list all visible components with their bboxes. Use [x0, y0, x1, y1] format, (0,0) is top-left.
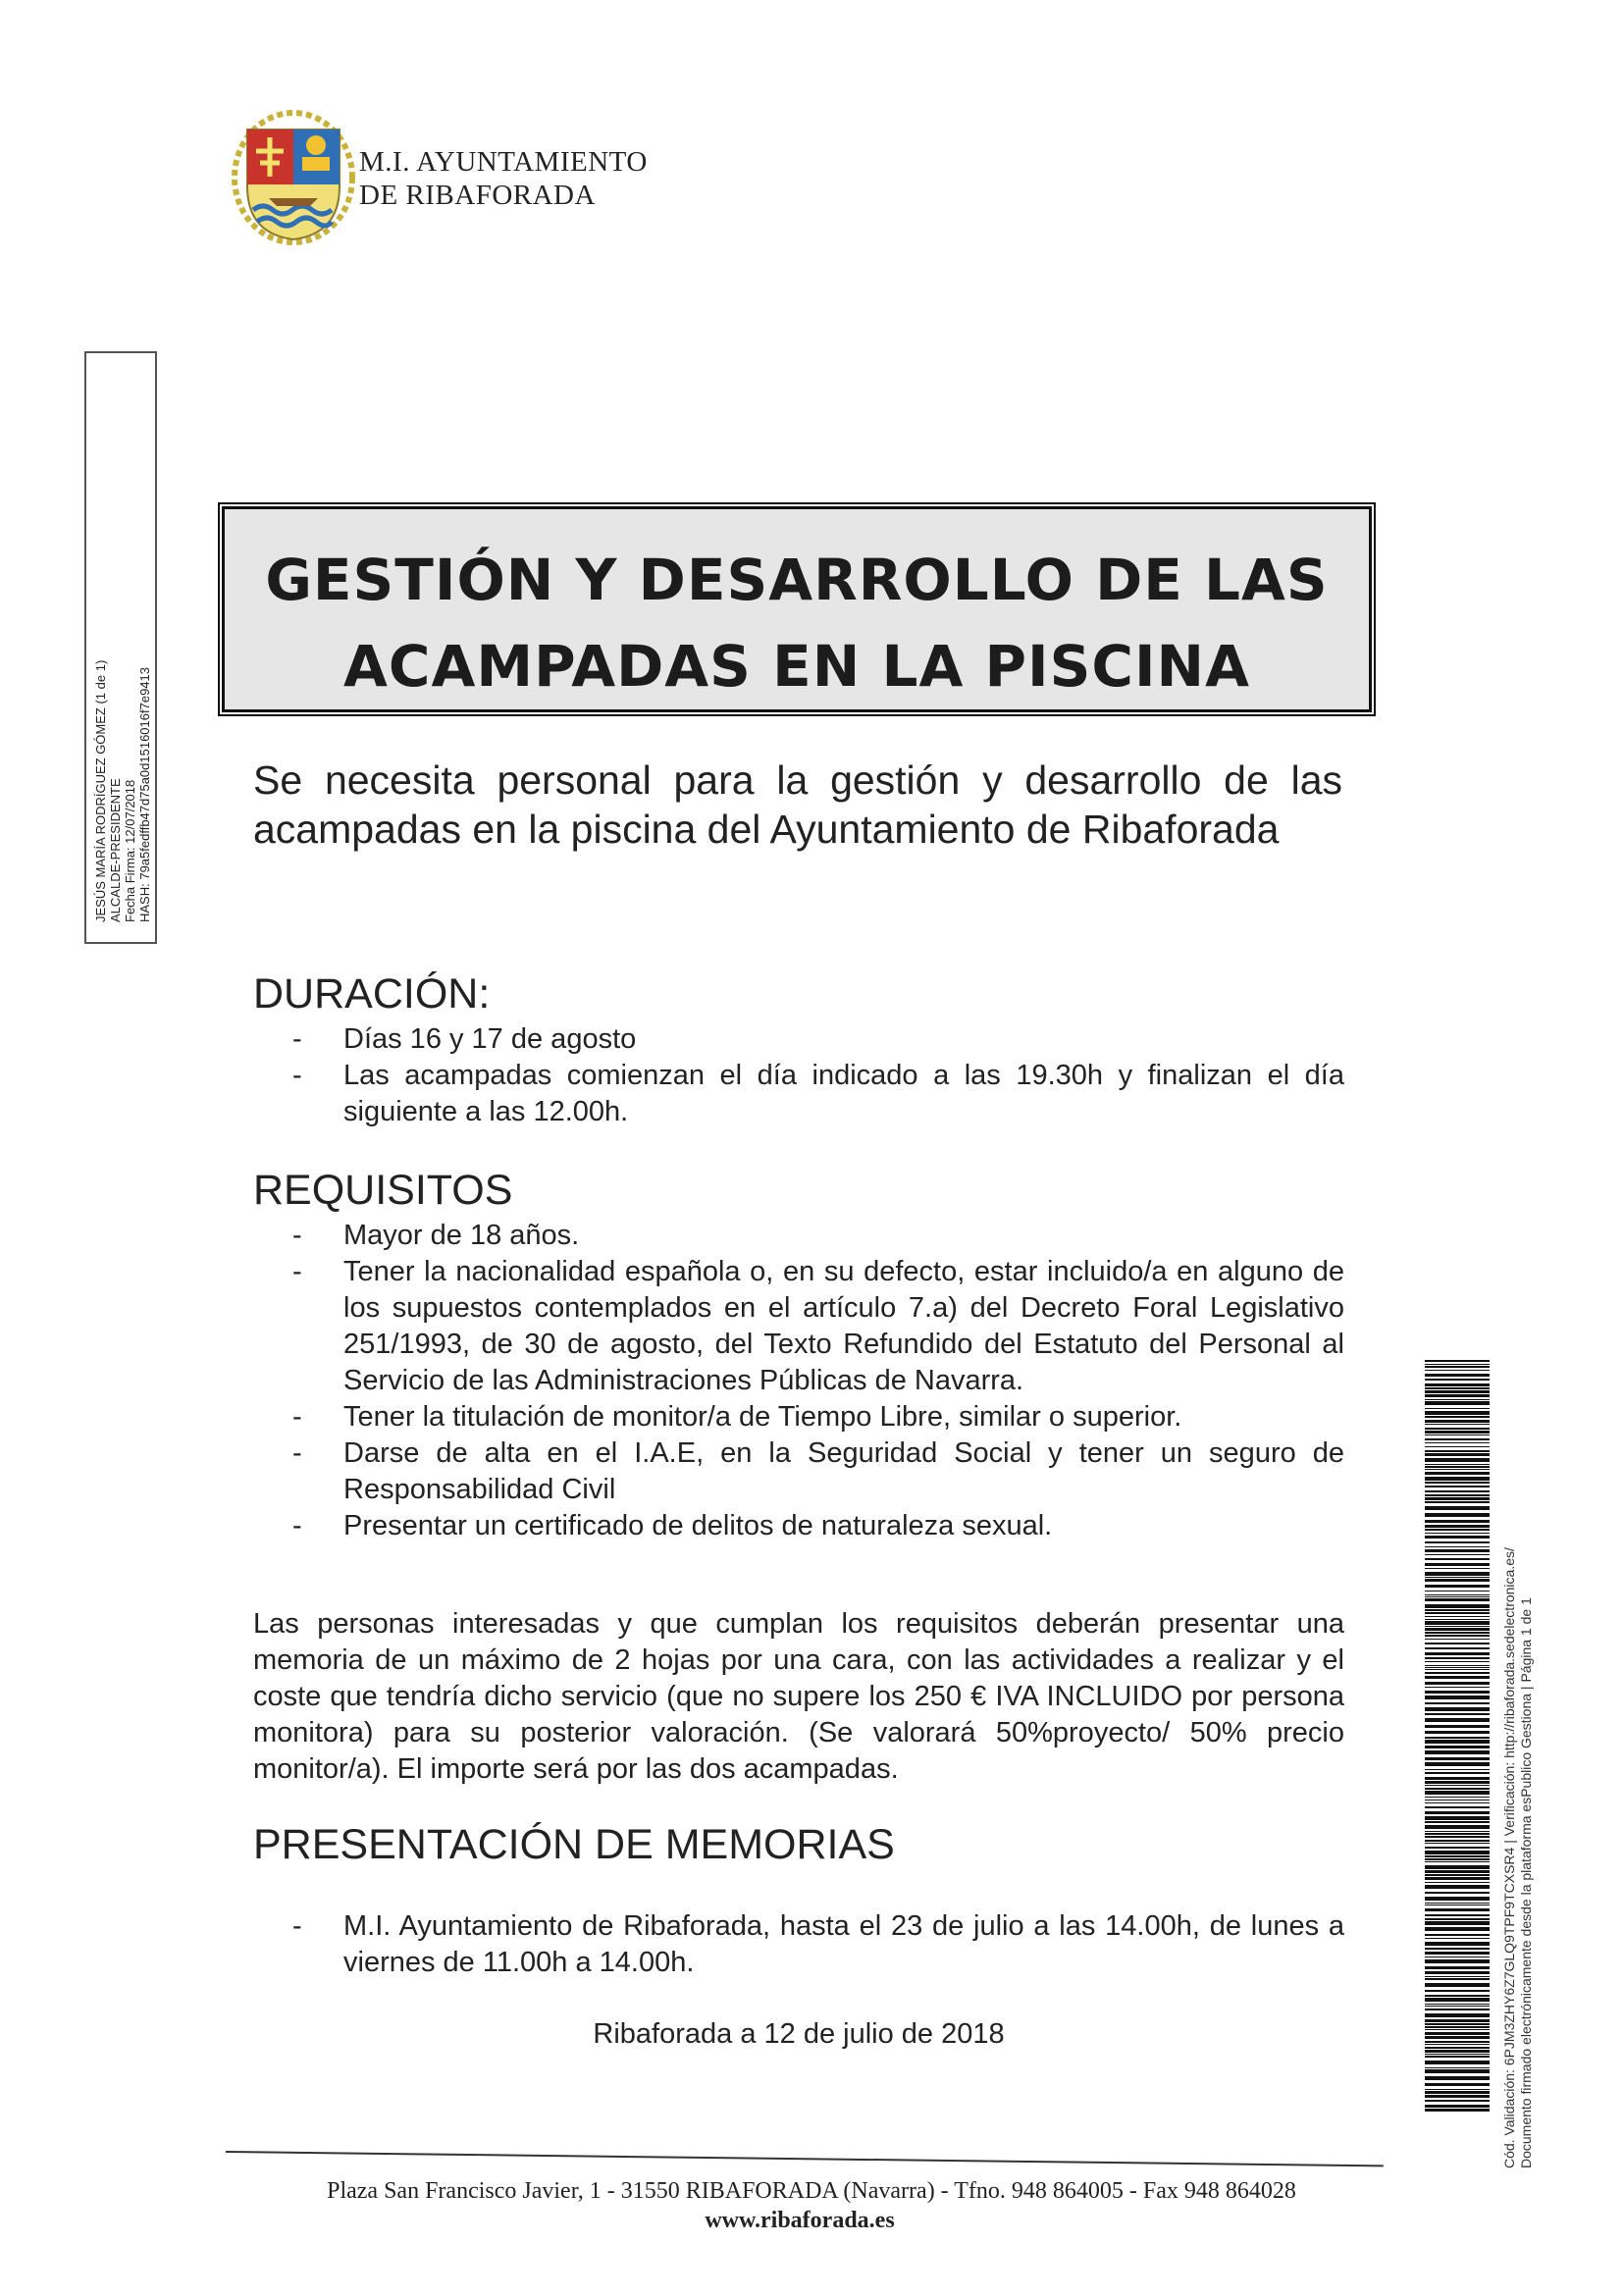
barcode-bar — [1425, 1594, 1490, 1595]
list-item: - M.I. Ayuntamiento de Ribaforada, hasta el 23 de julio a las 14.00h, de lunes a viernes de 11.00h a 14.00h. — [253, 1908, 1344, 1981]
barcode-bar — [1425, 1609, 1490, 1611]
barcode-bar — [1425, 1840, 1490, 1842]
duracion-list — [253, 1021, 1344, 1130]
barcode-bar — [1425, 1669, 1490, 1670]
barcode-bar — [1425, 1428, 1490, 1430]
barcode-bar — [1425, 1725, 1490, 1728]
barcode-bar — [1425, 1781, 1490, 1784]
barcode-bar — [1425, 2067, 1490, 2068]
barcode-bar — [1425, 1536, 1490, 1539]
barcode-bar — [1425, 1616, 1490, 1617]
barcode-bar — [1425, 1420, 1490, 1423]
org-name-line-2: DE RIBAFORADA — [359, 180, 596, 211]
barcode-bar — [1425, 1513, 1490, 1517]
barcode-bar — [1425, 1897, 1490, 1901]
barcode-bar — [1425, 1948, 1490, 1950]
barcode-bar — [1425, 1885, 1490, 1889]
barcode-bar — [1425, 1998, 1490, 2002]
conditions-paragraph: Las personas interesadas y que cumplan los requisitos deberán presentar una memoria de un máximo de 2 hojas por una cara, con las actividades a realizar y el coste que tendría dicho servicio (que no supere los 250 € IVA INCLUIDO por persona monitora) para su posterior valoración. (Se valorará 50%proyecto/ 50% precio monitor/a). El importe será por las dos acampadas. — [253, 1608, 1344, 1785]
barcode-bar — [1425, 1865, 1490, 1869]
barcode-bar — [1425, 1696, 1490, 1699]
barcode-bar — [1425, 1851, 1490, 1854]
barcode-bar — [1425, 2100, 1490, 2102]
barcode-bar — [1425, 1983, 1490, 1987]
list-item: - Presentar un certificado de delitos de naturaleza sexual. — [253, 1508, 1344, 1544]
footer-website: www.ribaforada.es — [705, 2208, 895, 2233]
barcode-bar — [1425, 1619, 1490, 1620]
barcode-bar — [1425, 1831, 1490, 1832]
barcode-bar — [1425, 1740, 1490, 1744]
barcode-bar — [1425, 1424, 1490, 1425]
barcode-bar — [1425, 1506, 1490, 1510]
list-item: - Tener la nacionalidad española o, en su defecto, estar incluido/a en alguno de los supuestos contemplados en el artículo 7.a) del Decreto Foral Legislativo 251/1993, de 30 de agosto, del Texto Refundido del Estatuto del Personal al Servicio de las Administraciones Públicas de Navarra. — [253, 1254, 1344, 1399]
list-item: - Las acampadas comienzan el día indicado a las 19.30h y finalizan el día siguiente a las 12.00h. — [253, 1058, 1344, 1130]
barcode-bar — [1425, 1672, 1490, 1674]
barcode-bar — [1425, 2036, 1490, 2039]
barcode-bar — [1425, 1598, 1490, 1601]
barcode-bar — [1425, 1861, 1490, 1862]
barcode-bar — [1425, 1903, 1490, 1904]
barcode-bar — [1425, 1995, 1490, 1997]
barcode-bar — [1425, 1877, 1490, 1880]
barcode-bar — [1425, 2009, 1490, 2010]
barcode-bar — [1425, 1541, 1490, 1543]
verification-text — [1501, 1442, 1544, 2168]
barcode-bar — [1425, 2105, 1490, 2108]
signer-role: ALCALDE-PRESIDENTE — [108, 778, 123, 922]
date-text: Ribaforada a 12 de julio de 2018 — [593, 2018, 1005, 2050]
barcode-bar — [1425, 1554, 1490, 1555]
barcode-bar — [1425, 1927, 1490, 1931]
barcode-bar — [1425, 1718, 1490, 1722]
barcode-bar — [1425, 1604, 1490, 1608]
barcode-bar — [1425, 1938, 1490, 1939]
list-item: - Darse de alta en el I.A.E, en la Seguridad Social y tener un seguro de Responsabilidad Civil — [253, 1435, 1344, 1508]
barcode-bar — [1425, 1707, 1490, 1711]
barcode-bar — [1425, 2041, 1490, 2043]
barcode-bar — [1425, 1628, 1490, 1631]
barcode-bar — [1425, 1399, 1490, 1400]
barcode-bar — [1425, 1364, 1490, 1365]
signer-name: JESÚS MARÍA RODRÍGUEZ GÓMEZ (1 de 1) — [93, 659, 108, 922]
barcode-bar — [1425, 1874, 1490, 1876]
coat-of-arms-icon — [230, 108, 357, 247]
barcode-bar — [1425, 1647, 1490, 1649]
barcode-bar — [1425, 1757, 1490, 1760]
signature-hash: HASH: 79a5fedffb47d75a0d1516016f7e9413 — [137, 667, 152, 922]
barcode-bar — [1425, 2006, 1490, 2007]
barcode-bar — [1425, 1466, 1490, 1468]
barcode-bar — [1425, 1731, 1490, 1734]
barcode-bar — [1425, 1374, 1490, 1377]
barcode-bar — [1425, 1785, 1490, 1786]
barcode-bar — [1425, 1836, 1490, 1838]
barcode-bar — [1425, 2026, 1490, 2028]
barcode-bar — [1425, 1639, 1490, 1640]
barcode-bar — [1425, 1676, 1490, 1679]
barcode-bar — [1425, 1568, 1490, 1569]
barcode-bar — [1425, 1549, 1490, 1552]
barcode-bar — [1425, 1482, 1490, 1484]
barcode-bar — [1425, 1494, 1490, 1496]
barcode-bar — [1425, 2013, 1490, 2017]
barcode-bar — [1425, 1579, 1490, 1582]
barcode-bar — [1425, 1469, 1490, 1470]
barcode-bar — [1425, 1387, 1490, 1389]
barcode-bar — [1425, 1408, 1490, 1409]
barcode-bar — [1425, 1379, 1490, 1381]
barcode-bar — [1425, 1383, 1490, 1386]
barcode-bar — [1425, 2029, 1490, 2030]
barcode-bar — [1425, 1978, 1490, 1980]
barcode-bar — [1425, 1682, 1490, 1685]
barcode-bar — [1425, 1520, 1490, 1523]
barcode-icon — [1425, 1360, 1490, 2112]
list-item: - Mayor de 18 años. — [253, 1218, 1344, 1254]
title-line-2: ACAMPADAS EN LA PISCINA — [343, 633, 1250, 700]
barcode-bar — [1425, 1746, 1490, 1748]
barcode-bar — [1425, 1806, 1490, 1808]
footer-address: Plaza San Francisco Javier, 1 - 31550 RIBAFORADA (Navarra) - Tfno. 948 864005 - Fax 948 864028 — [327, 2178, 1296, 2204]
barcode-bar — [1425, 1591, 1490, 1592]
barcode-bar — [1425, 1687, 1490, 1688]
barcode-bar — [1425, 1769, 1490, 1770]
barcode-bar — [1425, 2069, 1490, 2073]
barcode-bar — [1425, 2044, 1490, 2045]
barcode-bar — [1425, 1976, 1490, 1977]
barcode-bar — [1425, 1661, 1490, 1662]
presentacion-heading: PRESENTACIÓN DE MEMORIAS — [253, 1821, 895, 1868]
barcode-bar — [1425, 1892, 1490, 1894]
barcode-bar — [1425, 1737, 1490, 1739]
barcode-bar — [1425, 1497, 1490, 1500]
barcode-bar — [1425, 1657, 1490, 1659]
barcode-bar — [1425, 1914, 1490, 1916]
barcode-bar — [1425, 1858, 1490, 1860]
barcode-bar — [1425, 1762, 1490, 1766]
barcode-bar — [1425, 1621, 1490, 1625]
barcode-bar — [1425, 1821, 1490, 1823]
barcode-bar — [1425, 1442, 1490, 1443]
barcode-bar — [1425, 1665, 1490, 1666]
barcode-bar — [1425, 1577, 1490, 1578]
barcode-bar — [1425, 1450, 1490, 1452]
barcode-bar — [1425, 1431, 1490, 1434]
barcode-bar — [1425, 1921, 1490, 1925]
barcode-bar — [1425, 1558, 1490, 1560]
barcode-bar — [1425, 2083, 1490, 2086]
barcode-bar — [1425, 1390, 1490, 1393]
barcode-bar — [1425, 1626, 1490, 1627]
barcode-bar — [1425, 1802, 1490, 1803]
barcode-bar — [1425, 1360, 1490, 1362]
barcode-bar — [1425, 1797, 1490, 1798]
verification-line-1: Cód. Validación: 6PJM3ZHY6Z7GLQ9TPF9TCXSR4 | Verificación: http://ribaforada.sedelectronica.es/ — [1501, 1547, 1517, 2168]
barcode-bar — [1425, 2076, 1490, 2080]
barcode-bar — [1425, 1370, 1490, 1371]
barcode-bar — [1425, 1713, 1490, 1715]
barcode-bar — [1425, 2089, 1490, 2090]
barcode-bar — [1425, 2095, 1490, 2098]
barcode-bar — [1425, 2050, 1490, 2053]
barcode-bar — [1425, 1952, 1490, 1955]
title-box — [222, 506, 1372, 712]
barcode-bar — [1425, 1585, 1490, 1588]
barcode-bar — [1425, 1533, 1490, 1534]
barcode-bar — [1425, 2004, 1490, 2005]
barcode-bar — [1425, 1632, 1490, 1634]
barcode-bar — [1425, 1908, 1490, 1911]
barcode-bar — [1425, 1966, 1490, 1969]
barcode-bar — [1425, 1788, 1490, 1790]
barcode-bar — [1425, 1453, 1490, 1456]
barcode-bar — [1425, 2091, 1490, 2094]
barcode-bar — [1425, 1959, 1490, 1963]
barcode-bar — [1425, 1596, 1490, 1597]
intro-text: Se necesita personal para la gestión y desarrollo de las acampadas en la piscina del Ayuntamiento de Ribaforada — [253, 757, 1342, 852]
presentacion-list — [253, 1908, 1344, 1981]
list-item: - Tener la titulación de monitor/a de Tiempo Libre, similar o superior. — [253, 1399, 1344, 1435]
barcode-bar — [1425, 1882, 1490, 1883]
barcode-bar — [1425, 1525, 1490, 1528]
title-line-1: GESTIÓN Y DESARROLLO DE LAS — [265, 547, 1329, 613]
barcode-bar — [1425, 1416, 1490, 1418]
footer — [0, 2176, 1623, 2235]
barcode-bar — [1425, 1942, 1490, 1946]
barcode-bar — [1425, 2032, 1490, 2035]
barcode-bar — [1425, 1777, 1490, 1780]
barcode-bar — [1425, 1563, 1490, 1566]
barcode-bar — [1425, 1458, 1490, 1462]
barcode-bar — [1425, 1486, 1490, 1487]
barcode-bar — [1425, 1702, 1490, 1704]
barcode-bar — [1425, 1825, 1490, 1829]
barcode-bar — [1425, 1438, 1490, 1440]
barcode-bar — [1425, 1855, 1490, 1857]
barcode-bar — [1425, 1750, 1490, 1754]
barcode-bar — [1425, 1501, 1490, 1503]
barcode-bar — [1425, 1490, 1490, 1492]
barcode-bar — [1425, 1411, 1490, 1415]
barcode-bar — [1425, 1643, 1490, 1644]
barcode-bar — [1425, 1691, 1490, 1694]
barcode-bar — [1425, 1546, 1490, 1547]
barcode-bar — [1425, 1667, 1490, 1668]
barcode-bar — [1425, 2109, 1490, 2112]
barcode-bar — [1425, 1366, 1490, 1368]
barcode-bar — [1425, 1477, 1490, 1481]
signature-stamp — [84, 351, 157, 944]
verification-line-2: Documento firmado electrónicamente desde la plataforma esPublico Gestiona | Página 1 de 1 — [1518, 1597, 1534, 2168]
barcode-bar — [1425, 2019, 1490, 2022]
barcode-bar — [1425, 1843, 1490, 1844]
barcode-bar — [1425, 2047, 1490, 2049]
barcode-bar — [1425, 1772, 1490, 1774]
barcode-bar — [1425, 1612, 1490, 1614]
barcode-bar — [1425, 1816, 1490, 1820]
barcode-bar — [1425, 1652, 1490, 1655]
org-name-line-1: M.I. AYUNTAMIENTO — [359, 146, 648, 178]
barcode-bar — [1425, 1464, 1490, 1465]
footer-divider — [226, 2151, 1384, 2166]
barcode-bar — [1425, 1572, 1490, 1576]
organization-name — [359, 145, 648, 212]
barcode-bar — [1425, 1870, 1490, 1873]
barcode-bar — [1425, 1529, 1490, 1531]
barcode-bar — [1425, 2056, 1490, 2058]
barcode-bar — [1425, 1833, 1490, 1835]
requisitos-list — [253, 1218, 1344, 1544]
barcode-bar — [1425, 2061, 1490, 2064]
duracion-heading: DURACIÓN: — [253, 970, 491, 1018]
barcode-bar — [1425, 1401, 1490, 1405]
barcode-bar — [1425, 1446, 1490, 1447]
signature-date: Fecha Firma: 12/07/2018 — [123, 779, 137, 922]
barcode-bar — [1425, 1971, 1490, 1974]
date-line — [0, 2016, 1623, 2053]
barcode-bar — [1425, 1847, 1490, 1849]
barcode-bar — [1425, 1934, 1490, 1936]
barcode-bar — [1425, 1394, 1490, 1397]
barcode-bar — [1425, 1472, 1490, 1475]
barcode-bar — [1425, 2023, 1490, 2025]
barcode-bar — [1425, 2054, 1490, 2055]
list-item: - Días 16 y 17 de agosto — [253, 1021, 1344, 1058]
requisitos-heading: REQUISITOS — [253, 1167, 513, 1214]
barcode-bar — [1425, 1990, 1490, 1992]
barcode-bar — [1425, 1791, 1490, 1795]
barcode-bar — [1425, 1811, 1490, 1814]
barcode-bar — [1425, 1918, 1490, 1920]
barcode-bar — [1425, 1635, 1490, 1637]
